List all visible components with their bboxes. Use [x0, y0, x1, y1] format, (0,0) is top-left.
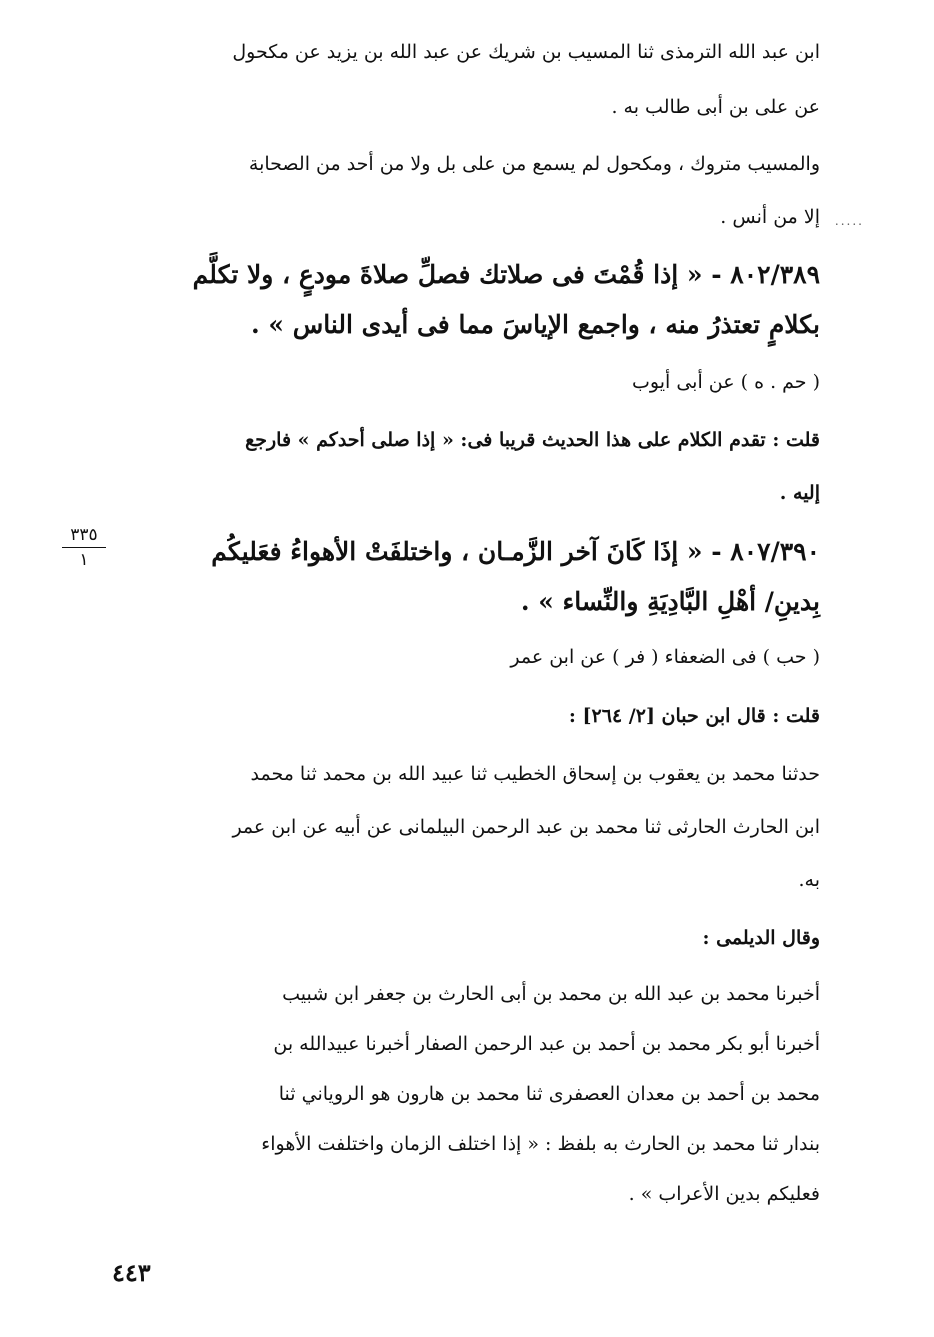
hadith-390-line-2: بِدينِ/ أهْلِ البَّادِيَةِ والنِّساء » . [520, 587, 820, 616]
daylami-line-1: أخبرنا محمد بن عبد الله بن محمد بن أبى الحارث بن جعفر ابن شبيب [282, 983, 820, 1005]
page-number: ٤٤٣ [112, 1258, 151, 1287]
hadith-389-line-1: ٨٠٢/٣٨٩ - « إذا قُمْتَ فى صلاتك فصلِّ صلاةَ مودعٍ ، ولا تكلَّم [192, 260, 820, 289]
daylami-line-2: أخبرنا أبو بكر محمد بن أحمد بن عبد الرحمن الصفار أخبرنا عبيدالله بن [273, 1033, 820, 1055]
daylami-line-3: محمد بن أحمد بن معدان العصفرى ثنا محمد بن هارون هو الروياني ثنا [278, 1083, 820, 1105]
text-line-4: إلا من أنس . [720, 206, 820, 228]
hadith-389-line-2: بكلامٍ تعتذرُ منه ، واجمع الإياسَ مما فى أيدى الناس » . [250, 310, 820, 339]
source-citation-389: ( حم . ه ) عن أبى أيوب [632, 371, 820, 393]
margin-reference-top: ٣٣٥ [62, 525, 106, 548]
margin-reference [62, 525, 106, 570]
commentary-line-1: قلت : تقدم الكلام على هذا الحديث قريبا فى: « إذا صلى أحدكم » فارجع [245, 429, 820, 451]
margin-dots: ..... [834, 214, 864, 228]
text-line-1: ابن عبد الله الترمذى ثنا المسيب بن شريك عن عبد الله بن يزيد عن مكحول [232, 41, 820, 63]
isnad-line-2: ابن الحارث الحارثى ثنا محمد بن عبد الرحمن البيلمانى عن أبيه عن ابن عمر [232, 816, 820, 838]
text-line-2: عن على بن أبى طالب به . [611, 96, 820, 118]
daylami-line-5: فعليكم بدين الأعراب » . [628, 1183, 820, 1205]
source-citation-390: ( حب ) فى الضعفاء ( فر ) عن ابن عمر [510, 646, 820, 668]
isnad-line-1: حدثنا محمد بن يعقوب بن إسحاق الخطيب ثنا عبيد الله بن محمد ثنا محمد [250, 763, 820, 785]
daylami-heading: وقال الديلمى : [702, 927, 820, 949]
ibn-hibban-heading: قلت : قال ابن حبان [٢/ ٢٦٤] : [568, 705, 820, 727]
text-line-3: والمسيب متروك ، ومكحول لم يسمع من على بل ولا من أحد من الصحابة [248, 153, 820, 175]
hadith-390-line-1: ٨٠٧/٣٩٠ - « إذَا كَانَ آخر الزَّمـان ، واختلفَتْ الأهواءُ فعَليكُم [211, 537, 820, 566]
daylami-line-4: بندار ثنا محمد بن الحارث به بلفظ : « إذا اختلف الزمان واختلفت الأهواء [261, 1133, 820, 1155]
commentary-line-2: إليه . [779, 482, 820, 504]
margin-reference-bottom: ١ [79, 550, 89, 570]
isnad-line-3: به. [798, 869, 820, 891]
